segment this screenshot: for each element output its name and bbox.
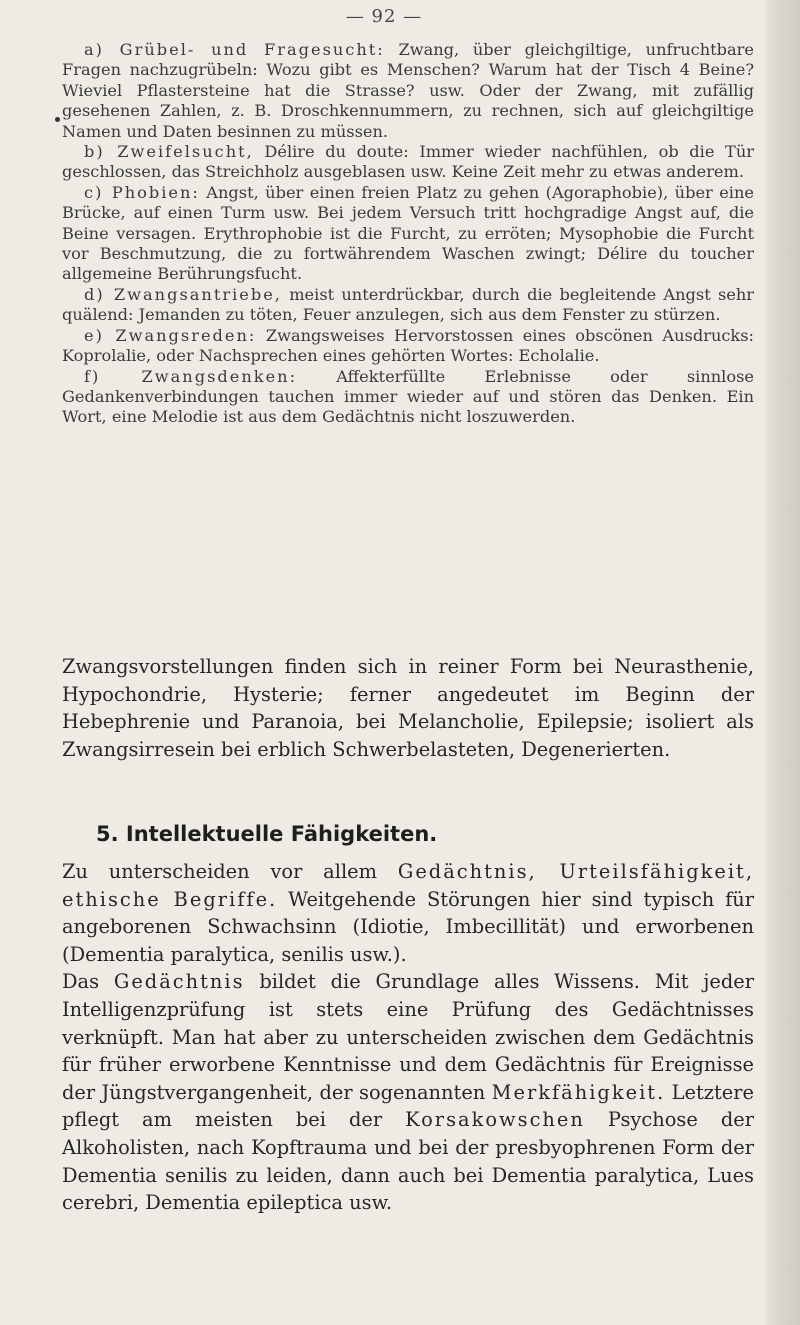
paragraph-text: Letztere pflegt am meisten bei der (62, 1080, 754, 1132)
item-label: c) Phobien: (84, 182, 200, 202)
list-item (62, 285, 754, 326)
section-heading: 5. Intellektuelle Fähigkeiten. (96, 822, 438, 846)
item-label: e) Zwangsreden: (84, 325, 257, 345)
paragraph-text: bildet die Grundlage alles Wissens. Mit jeder Intelligenzprüfung ist stets eine Prüfung des Gedächtnisses verknüpft. Man hat aber zu unterscheiden zwischen dem Gedächtnis für früher erworbene Kenntnisse und dem Gedächtnis für Ereignisse der Jüngstvergangenheit, der sogenannten (62, 970, 754, 1104)
emphasis-text: Gedächtnis (113, 970, 245, 994)
page-edge-shadow (766, 0, 800, 1325)
item-text: Délire du doute: Immer wieder nachfühlen, ob die Tür geschlossen, das Streichholz ausgeblasen usw. Keine Zeit mehr zu etwas anderem. (62, 142, 755, 182)
item-text: Angst, über einen freien Platz zu gehen (Agoraphobie), über eine Brücke, auf einen Turm usw. Bei jedem Versuch tritt hochgradige Angst auf, die Beine versagen. Erythrophobie ist die Furcht, zu erröten; Mysophobie die Furcht vor Beschmutzung, die zu fortwährendem Waschen zwingt; Délire du toucher allgemeine Berührungsfucht. (62, 182, 754, 284)
obsession-list (62, 40, 754, 428)
section-paragraph-2 (62, 968, 754, 1216)
list-item (62, 367, 754, 428)
item-label: a) Grübel- und Fragesucht: (84, 40, 385, 59)
paragraph-text: Das (62, 970, 114, 994)
list-item (62, 40, 754, 142)
emphasis-text: Merkfähigkeit. (491, 1080, 666, 1104)
paragraph-text: Weitgehende Störungen hier sind typisch für angeborenen Schwachsinn (Idiotie, Imbecillität) und erworbenen (Dementia paralytica, senilis usw.). (62, 887, 755, 966)
list-item (62, 326, 754, 367)
summary-block (62, 653, 754, 763)
emphasis-text: Gedächtnis, Urteilsfähigkeit, ethische Begriffe. (62, 860, 754, 911)
list-item (62, 183, 754, 285)
margin-mark (55, 117, 60, 122)
item-label: b) Zweifelsucht, (84, 142, 254, 162)
section-body (62, 858, 754, 1217)
item-text: meist unterdrückbar, durch die begleitende Angst sehr quälend: Jemanden zu töten, Feuer anzulegen, sich aus dem Fenster zu stürzen. (62, 284, 755, 325)
paragraph-text: Zu unterscheiden vor allem (62, 860, 398, 883)
page-number: — 92 — (345, 6, 423, 27)
item-text: Affekterfüllte Erlebnisse oder sinnlose Gedankenverbindungen tauchen immer wieder auf und stören das Denken. Ein Wort, eine Melodie ist aus dem Gedächtnis nicht loszuwerden. (62, 366, 754, 427)
paragraph-text: Psychose der Alkoholisten, nach Kopftrauma und bei der presbyophrenen Form der Dementia senilis zu leiden, dann auch bei Dementia paralytica, Lues cerebri, Dementia epileptica usw. (62, 1108, 754, 1215)
section-paragraph-1 (62, 858, 754, 968)
emphasis-text: Korsakowschen (405, 1108, 585, 1132)
item-label: f) Zwangsdenken: (84, 366, 298, 386)
item-text: Zwangsweises Hervorstossen eines obscönen Ausdrucks: Koprolalie, oder Nachsprechen eines gehörten Wortes: Echolalie. (62, 325, 755, 366)
list-item (62, 142, 754, 183)
item-label: d) Zwangsantriebe, (84, 284, 282, 304)
summary-paragraph: Zwangsvorstellungen finden sich in reiner Form bei Neurasthenie, Hypochondrie, Hysterie; ferner angedeutet im Beginn der Hebephrenie und Paranoia, bei Melancholie, Epilepsie; isoliert als Zwangsirresein bei erblich Schwerbelasteten, Degenerierten. (62, 655, 754, 761)
section-heading-block (96, 822, 788, 846)
item-text: Zwang, über gleichgiltige, unfruchtbare Fragen nachzugrübeln: Wozu gibt es Menschen? Warum hat der Tisch 4 Beine? Wieviel Pflastersteine hat die Strasse? usw. Oder der Zwang, mit zufällig gesehenen Zahlen, z. B. Droschkennummern, zu rechnen, sich auf gleichgiltige Namen und Daten besinnen zu müssen. (62, 40, 754, 141)
